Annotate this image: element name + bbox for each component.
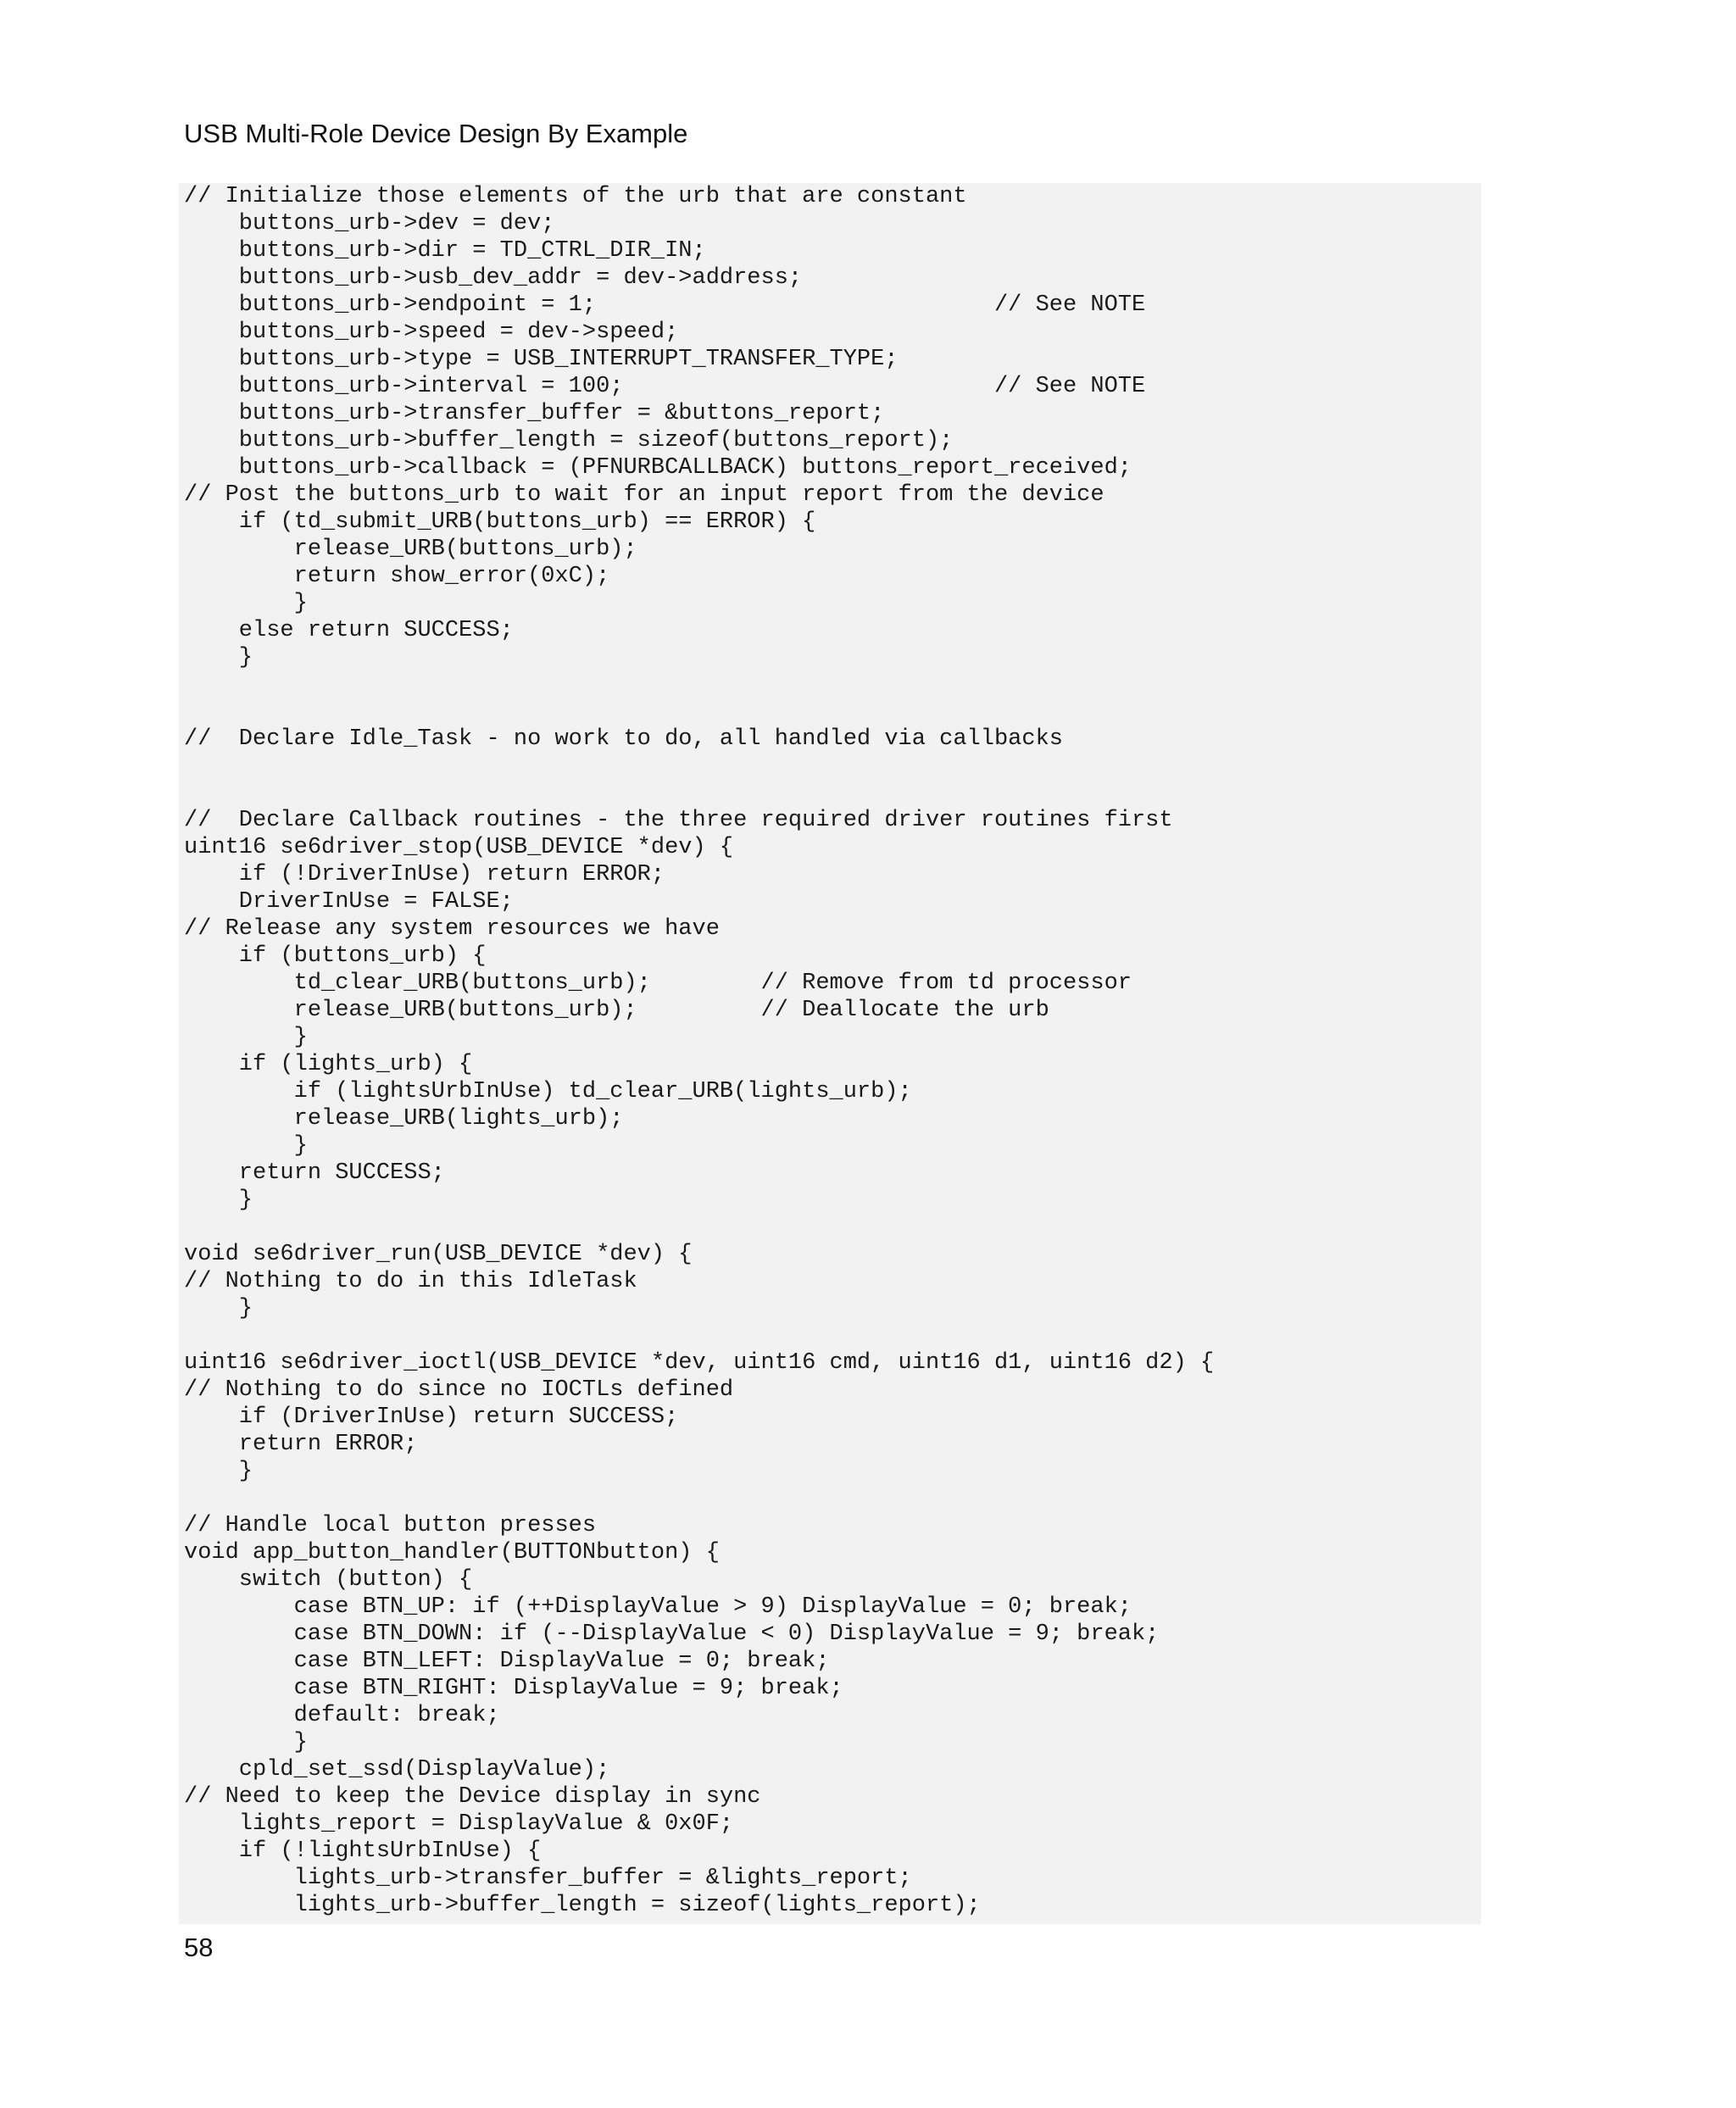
- code-line: cpld_set_ssd(DisplayValue);: [184, 1757, 610, 1783]
- code-line: buttons_urb->dir = TD_CTRL_DIR_IN;: [184, 238, 706, 264]
- code-line: td_clear_URB(buttons_urb); // Remove from td processor: [184, 971, 1132, 996]
- code-line: release_URB(buttons_urb); // Deallocate the urb: [184, 998, 1049, 1023]
- code-line: return show_error(0xC);: [184, 564, 610, 589]
- code-line: default: break;: [184, 1703, 500, 1728]
- code-line: // Post the buttons_urb to wait for an input report from the device: [184, 482, 1104, 508]
- code-line: uint16 se6driver_stop(USB_DEVICE *dev) {: [184, 835, 734, 860]
- code-line: }: [184, 1730, 308, 1755]
- code-line: // Nothing to do in this IdleTask: [184, 1269, 637, 1294]
- code-line: case BTN_RIGHT: DisplayValue = 9; break;: [184, 1676, 843, 1701]
- code-line: [184, 780, 1481, 807]
- code-line: }: [184, 1296, 253, 1321]
- code-line: if (!DriverInUse) return ERROR;: [184, 862, 665, 887]
- code-line: case BTN_LEFT: DisplayValue = 0; break;: [184, 1649, 830, 1674]
- code-line: buttons_urb->endpoint = 1; // See NOTE: [184, 292, 1146, 318]
- code-line: }: [184, 591, 308, 616]
- code-line: case BTN_DOWN: if (--DisplayValue < 0) DisplayValue = 9; break;: [184, 1621, 1160, 1647]
- code-line: if (!lightsUrbInUse) {: [184, 1838, 542, 1864]
- code-line: }: [184, 1025, 308, 1050]
- code-line: void app_button_handler(BUTTONbutton) {: [184, 1540, 720, 1566]
- code-line: buttons_urb->speed = dev->speed;: [184, 320, 679, 345]
- code-line: [184, 753, 1481, 780]
- code-line: // Declare Idle_Task - no work to do, all handled via callbacks: [184, 726, 1063, 752]
- code-line: if (td_submit_URB(buttons_urb) == ERROR) {: [184, 509, 816, 535]
- code-line: }: [184, 1459, 253, 1484]
- code-line: else return SUCCESS;: [184, 618, 514, 643]
- code-line: [184, 1322, 1481, 1349]
- code-line: lights_urb->transfer_buffer = &lights_report;: [184, 1866, 912, 1891]
- code-line: return SUCCESS;: [184, 1160, 445, 1186]
- code-line: // Initialize those elements of the urb that are constant: [184, 184, 967, 209]
- code-listing: [179, 183, 1481, 1924]
- code-line: if (lightsUrbInUse) td_clear_URB(lights_urb);: [184, 1079, 912, 1104]
- code-line: [184, 698, 1481, 726]
- code-line: [184, 1214, 1481, 1241]
- code-line: release_URB(lights_urb);: [184, 1106, 624, 1132]
- code-line: }: [184, 645, 253, 670]
- code-line: if (lights_urb) {: [184, 1052, 473, 1077]
- code-line: buttons_urb->type = USB_INTERRUPT_TRANSFER_TYPE;: [184, 347, 899, 372]
- code-line: DriverInUse = FALSE;: [184, 889, 514, 915]
- code-line: switch (button) {: [184, 1567, 473, 1593]
- code-line: lights_report = DisplayValue & 0x0F;: [184, 1811, 734, 1837]
- code-line: buttons_urb->buffer_length = sizeof(buttons_report);: [184, 428, 954, 453]
- code-line: buttons_urb->transfer_buffer = &buttons_report;: [184, 401, 885, 426]
- running-header-title: USB Multi-Role Device Design By Example: [184, 119, 688, 148]
- code-line: return ERROR;: [184, 1432, 418, 1457]
- code-line: release_URB(buttons_urb);: [184, 537, 637, 562]
- code-line: }: [184, 1187, 253, 1213]
- code-line: void se6driver_run(USB_DEVICE *dev) {: [184, 1242, 693, 1267]
- code-line: case BTN_UP: if (++DisplayValue > 9) DisplayValue = 0; break;: [184, 1594, 1132, 1620]
- code-line: uint16 se6driver_ioctl(USB_DEVICE *dev, uint16 cmd, uint16 d1, uint16 d2) {: [184, 1350, 1215, 1376]
- code-line: // Nothing to do since no IOCTLs defined: [184, 1377, 734, 1403]
- code-line: if (buttons_urb) {: [184, 943, 487, 969]
- code-line: // Release any system resources we have: [184, 916, 720, 942]
- code-line: // Declare Callback routines - the three required driver routines first: [184, 808, 1173, 833]
- code-line: [184, 1485, 1481, 1512]
- page-number: 58: [184, 1933, 214, 1962]
- code-line: if (DriverInUse) return SUCCESS;: [184, 1404, 679, 1430]
- code-line: buttons_urb->interval = 100; // See NOTE: [184, 374, 1146, 399]
- code-line: buttons_urb->dev = dev;: [184, 211, 555, 236]
- code-line: [184, 671, 1481, 698]
- code-line: }: [184, 1133, 308, 1159]
- code-line: // Handle local button presses: [184, 1513, 597, 1538]
- code-line: // Need to keep the Device display in sync: [184, 1784, 761, 1810]
- code-line: buttons_urb->usb_dev_addr = dev->address;: [184, 265, 803, 291]
- code-line: lights_urb->buffer_length = sizeof(lights_report);: [184, 1893, 981, 1918]
- code-line: buttons_urb->callback = (PFNURBCALLBACK) buttons_report_received;: [184, 455, 1132, 481]
